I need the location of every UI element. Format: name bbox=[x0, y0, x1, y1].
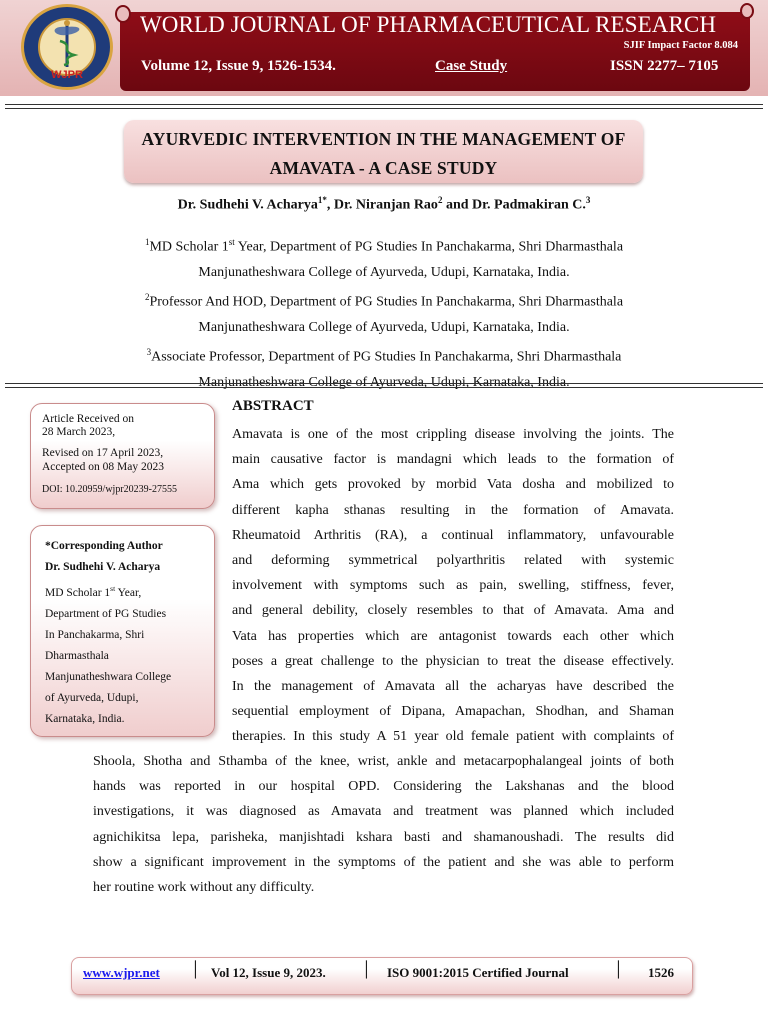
corresponding-line: of Ayurveda, Udupi, bbox=[45, 691, 139, 704]
author-name: Dr. Sudhehi V. Acharya bbox=[177, 197, 318, 213]
abstract-line: Vata has properties which are antagonist towards each other which bbox=[232, 628, 674, 644]
corresponding-author-box bbox=[30, 525, 215, 737]
affiliation-2-line2: Manjunatheshwara College of Ayurveda, Udupi, Karnataka, India. bbox=[198, 319, 570, 335]
article-title-box bbox=[124, 120, 643, 183]
corresponding-text: MD Scholar 1 bbox=[45, 586, 111, 599]
corresponding-text: Year, bbox=[115, 586, 142, 599]
affiliation-text: Associate Professor, Department of PG Studies In Panchakarma, Shri Dharmasthala bbox=[151, 349, 622, 365]
impact-factor: SJIF Impact Factor 8.084 bbox=[623, 40, 738, 51]
author-name: Dr. Padmakiran C. bbox=[472, 197, 586, 213]
abstract-heading: ABSTRACT bbox=[232, 398, 314, 414]
abstract-line: and deforming symmetrical polyarthritis related with systemic bbox=[232, 553, 674, 569]
affiliation-3-line2: Manjunatheshwara College of Ayurveda, Udupi, Karnataka, India. bbox=[198, 374, 570, 390]
footer-separator: │ bbox=[361, 962, 372, 978]
abstract-line: her routine work without any difficulty. bbox=[93, 880, 315, 895]
corresponding-line: Dharmasthala bbox=[45, 649, 109, 662]
affiliation-number: 3 bbox=[146, 347, 152, 358]
corresponding-line: In Panchakarma, Shri bbox=[45, 628, 145, 641]
abstract-line: poses a great challenge to the physician to treat the disease effectively. bbox=[232, 653, 674, 669]
affiliation-number: 2 bbox=[144, 292, 150, 303]
received-label: Article Received on bbox=[42, 413, 134, 425]
author-superscript: 3 bbox=[585, 195, 591, 205]
author-name: Dr. Niranjan Rao bbox=[333, 197, 438, 213]
abstract-line: Ama which gets provoked by morbid Vata dosha and mobilized to bbox=[232, 477, 674, 493]
abstract-line: Amavata is one of the most crippling disease involving the joints. The bbox=[232, 427, 674, 442]
corresponding-heading: *Corresponding Author bbox=[45, 540, 163, 552]
corresponding-line bbox=[45, 578, 171, 604]
abstract-line: show a significant improvement in the symptoms of the patient and she was able to perform bbox=[93, 854, 674, 870]
corresponding-line: Karnataka, India. bbox=[45, 712, 125, 725]
article-title-line1: AYURVEDIC INTERVENTION IN THE MANAGEMENT OF bbox=[141, 129, 626, 149]
revised-date: Revised on 17 April 2023, bbox=[42, 447, 164, 459]
abstract-line: and general debility, closely resembles to that of Amavata. Ama and bbox=[232, 603, 674, 619]
abstract-line: agnichikitsa lepa, parisheka, manjishtadi kshara basti and shamanoushadi. The results did bbox=[93, 829, 674, 845]
volume-info: Volume 12, Issue 9, 1526-1534. bbox=[141, 58, 336, 74]
issn: ISSN 2277– 7105 bbox=[610, 58, 719, 74]
author-superscript: 1* bbox=[317, 195, 327, 205]
affiliation-number: 1 bbox=[144, 237, 150, 247]
abstract-line: therapies. In this study A 51 year old female patient with complaints of bbox=[232, 729, 674, 745]
affiliation-1-line2: Manjunatheshwara College of Ayurveda, Udupi, Karnataka, India. bbox=[198, 264, 570, 280]
abstract-line: different kapha sthanas resulting in the formation of Amavata. bbox=[232, 502, 674, 518]
abstract-last-line-wrap bbox=[93, 875, 674, 900]
accepted-date: Accepted on 08 May 2023 bbox=[42, 461, 164, 473]
author-separator: , bbox=[326, 197, 334, 213]
abstract-line: involvement with symptoms such as pain, swelling, stiffness, fever, bbox=[232, 578, 674, 594]
affiliation-text: MD Scholar 1 bbox=[149, 239, 229, 255]
footer-volume: Vol 12, Issue 9, 2023. bbox=[211, 965, 326, 980]
author-list bbox=[0, 195, 768, 214]
abstract-line: In the management of Amavata all the acharyas have described the bbox=[232, 679, 674, 695]
article-title-line2: AMAVATA - A CASE STUDY bbox=[269, 158, 498, 178]
affiliation-2 bbox=[0, 285, 768, 315]
abstract-line: sequential employment of Dipana, Amapachan, Shodhan, and Shaman bbox=[232, 704, 674, 720]
affiliation-1 bbox=[0, 230, 768, 260]
website-link[interactable]: www.wjpr.net bbox=[83, 965, 160, 980]
author-separator: and bbox=[442, 197, 473, 213]
affiliation-text: Professor And HOD, Department of PG Studies In Panchakarma, Shri Dharmasthala bbox=[149, 294, 624, 310]
abstract-line: main causative factor is mandagni which leads to the formation of bbox=[232, 452, 674, 468]
journal-title: WORLD JOURNAL OF PHARMACEUTICAL RESEARCH bbox=[140, 12, 717, 37]
abstract-line: investigations, it was diagnosed as Amavata and treatment was planned which included bbox=[93, 804, 674, 820]
doi: DOI: 10.20959/wjpr20239-27555 bbox=[42, 484, 177, 495]
header-divider bbox=[5, 104, 763, 105]
abstract-line: Rheumatoid Arthritis (RA), a continual inflammatory, unfavourable bbox=[232, 527, 674, 543]
corresponding-line: Department of PG Studies bbox=[45, 607, 167, 620]
footer-iso: ISO 9001:2015 Certified Journal bbox=[387, 965, 569, 980]
article-info-box bbox=[30, 403, 215, 509]
affiliation-3 bbox=[0, 340, 768, 370]
section-divider bbox=[5, 383, 763, 384]
abstract-wide-column bbox=[93, 749, 674, 875]
page-number: 1526 bbox=[648, 965, 674, 980]
author-superscript: 2 bbox=[437, 195, 443, 205]
affiliation-superscript: st bbox=[228, 237, 235, 247]
affiliations bbox=[0, 230, 768, 395]
received-date: 28 March 2023, bbox=[42, 426, 116, 438]
journal-logo bbox=[21, 4, 113, 90]
footer-separator: │ bbox=[613, 962, 624, 978]
corresponding-author-details bbox=[45, 536, 171, 730]
footer-separator: │ bbox=[190, 962, 201, 978]
corresponding-line: Manjunatheshwara College bbox=[45, 670, 172, 683]
abstract-line: Shoola, Shotha and Sthamba of the knee, wrist, ankle and metacarpophalangeal joints of both bbox=[93, 754, 674, 769]
section-divider bbox=[5, 387, 763, 388]
abstract-line: hands was reported in our hospital OPD. Considering the Lakshanas and the blood bbox=[93, 779, 674, 795]
abstract-narrow-column bbox=[232, 422, 674, 750]
article-type: Case Study bbox=[435, 58, 508, 74]
affiliation-text: Year, Department of PG Studies In Panchakarma, Shri Dharmasthala bbox=[234, 239, 624, 255]
corresponding-superscript: st bbox=[110, 584, 116, 593]
header-divider bbox=[5, 108, 763, 109]
corresponding-name: Dr. Sudhehi V. Acharya bbox=[45, 561, 161, 573]
logo-abbreviation: WJPR bbox=[51, 69, 83, 81]
page-footer bbox=[71, 957, 693, 995]
